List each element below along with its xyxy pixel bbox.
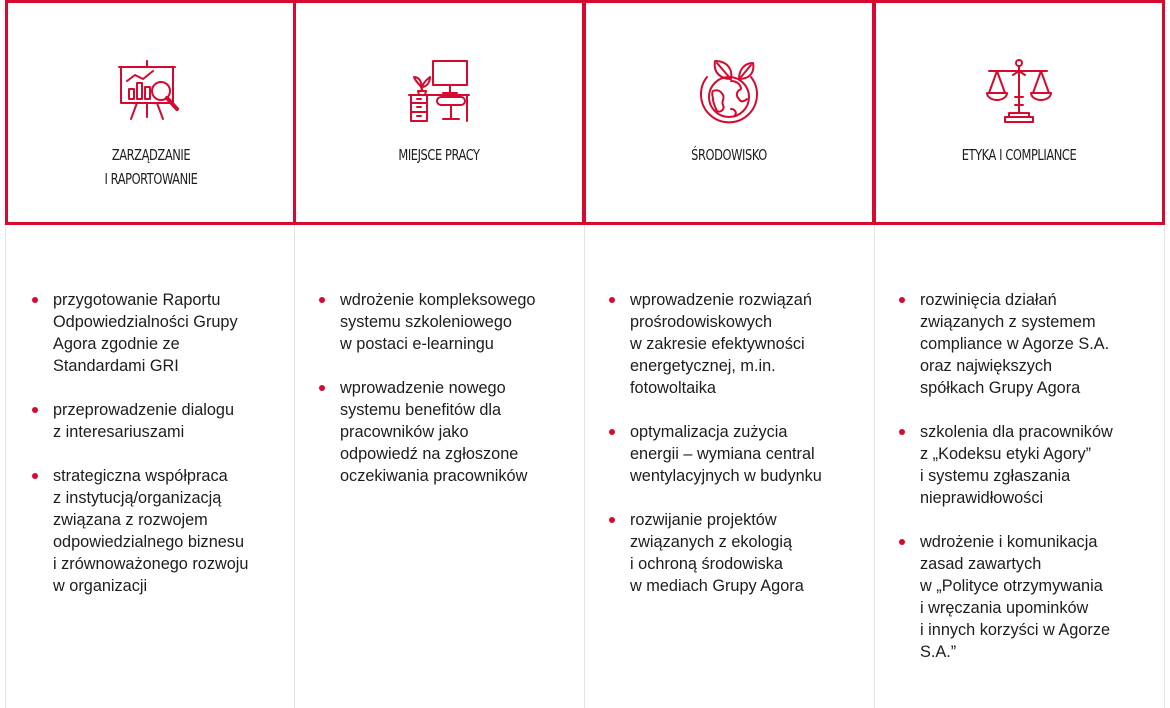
globe-leaves-icon (695, 57, 763, 125)
column-management (5, 0, 295, 708)
presentation-chart-icon (117, 57, 185, 125)
list-item: optymalizacja zużycia energii – wymiana central wentylacyjnych w budynku (609, 421, 864, 487)
column-title: MIEJSCE PRACY (398, 146, 480, 164)
list-item: szkolenia dla pracowników z „Kodeksu etyki Agory” i systemu zgłaszania nieprawidłowości (899, 421, 1154, 509)
column-environment (585, 0, 875, 708)
list-item: wprowadzenie rozwiązań prośrodowiskowych w zakresie efektywności energetycznej, m.in. fotowoltaika (609, 289, 864, 399)
column-ethics (875, 0, 1165, 708)
column-title: ETYKA I COMPLIANCE (961, 146, 1077, 164)
list-item: rozwijanie projektów związanych z ekologią i ochroną środowiska w mediach Grupy Agora (609, 509, 864, 597)
workplace-desk-icon (405, 57, 473, 125)
list-item: wdrożenie i komunikacja zasad zawartych w „Polityce otrzymywania i wręczania upominków i innych korzyści w Agorze S.A.” (899, 531, 1154, 663)
column-workplace (295, 0, 585, 708)
column-title: ZARZĄDZANIE I RAPORTOWANIE (104, 146, 198, 188)
list-item: przeprowadzenie dialogu z interesariuszami (32, 399, 285, 443)
column-header (873, 0, 1165, 225)
list-item: przygotowanie Raportu Odpowiedzialności Grupy Agora zgodnie ze Standardami GRI (32, 289, 285, 377)
list-item: wdrożenie kompleksowego systemu szkoleniowego w postaci e-learningu (319, 289, 574, 355)
column-body (294, 225, 585, 708)
column-header (583, 0, 875, 225)
list-item: rozwinięcia działań związanych z systemem compliance w Agorze S.A. oraz największych spółkach Grupy Agora (899, 289, 1154, 399)
list-item: wprowadzenie nowego systemu benefitów dla pracowników jako odpowiedź na zgłoszone oczekiwania pracowników (319, 377, 574, 487)
csr-areas-grid (5, 0, 1167, 708)
column-body (584, 225, 875, 708)
column-title: ŚRODOWISKO (691, 146, 767, 164)
column-header (5, 0, 297, 225)
column-header (293, 0, 585, 225)
list-item: strategiczna współpraca z instytucją/organizacją związana z rozwojem odpowiedzialnego biznesu i zrównoważonego rozwoju w organizacji (32, 465, 285, 597)
scales-icon (985, 57, 1053, 125)
column-body (874, 225, 1165, 708)
column-body (5, 225, 296, 708)
